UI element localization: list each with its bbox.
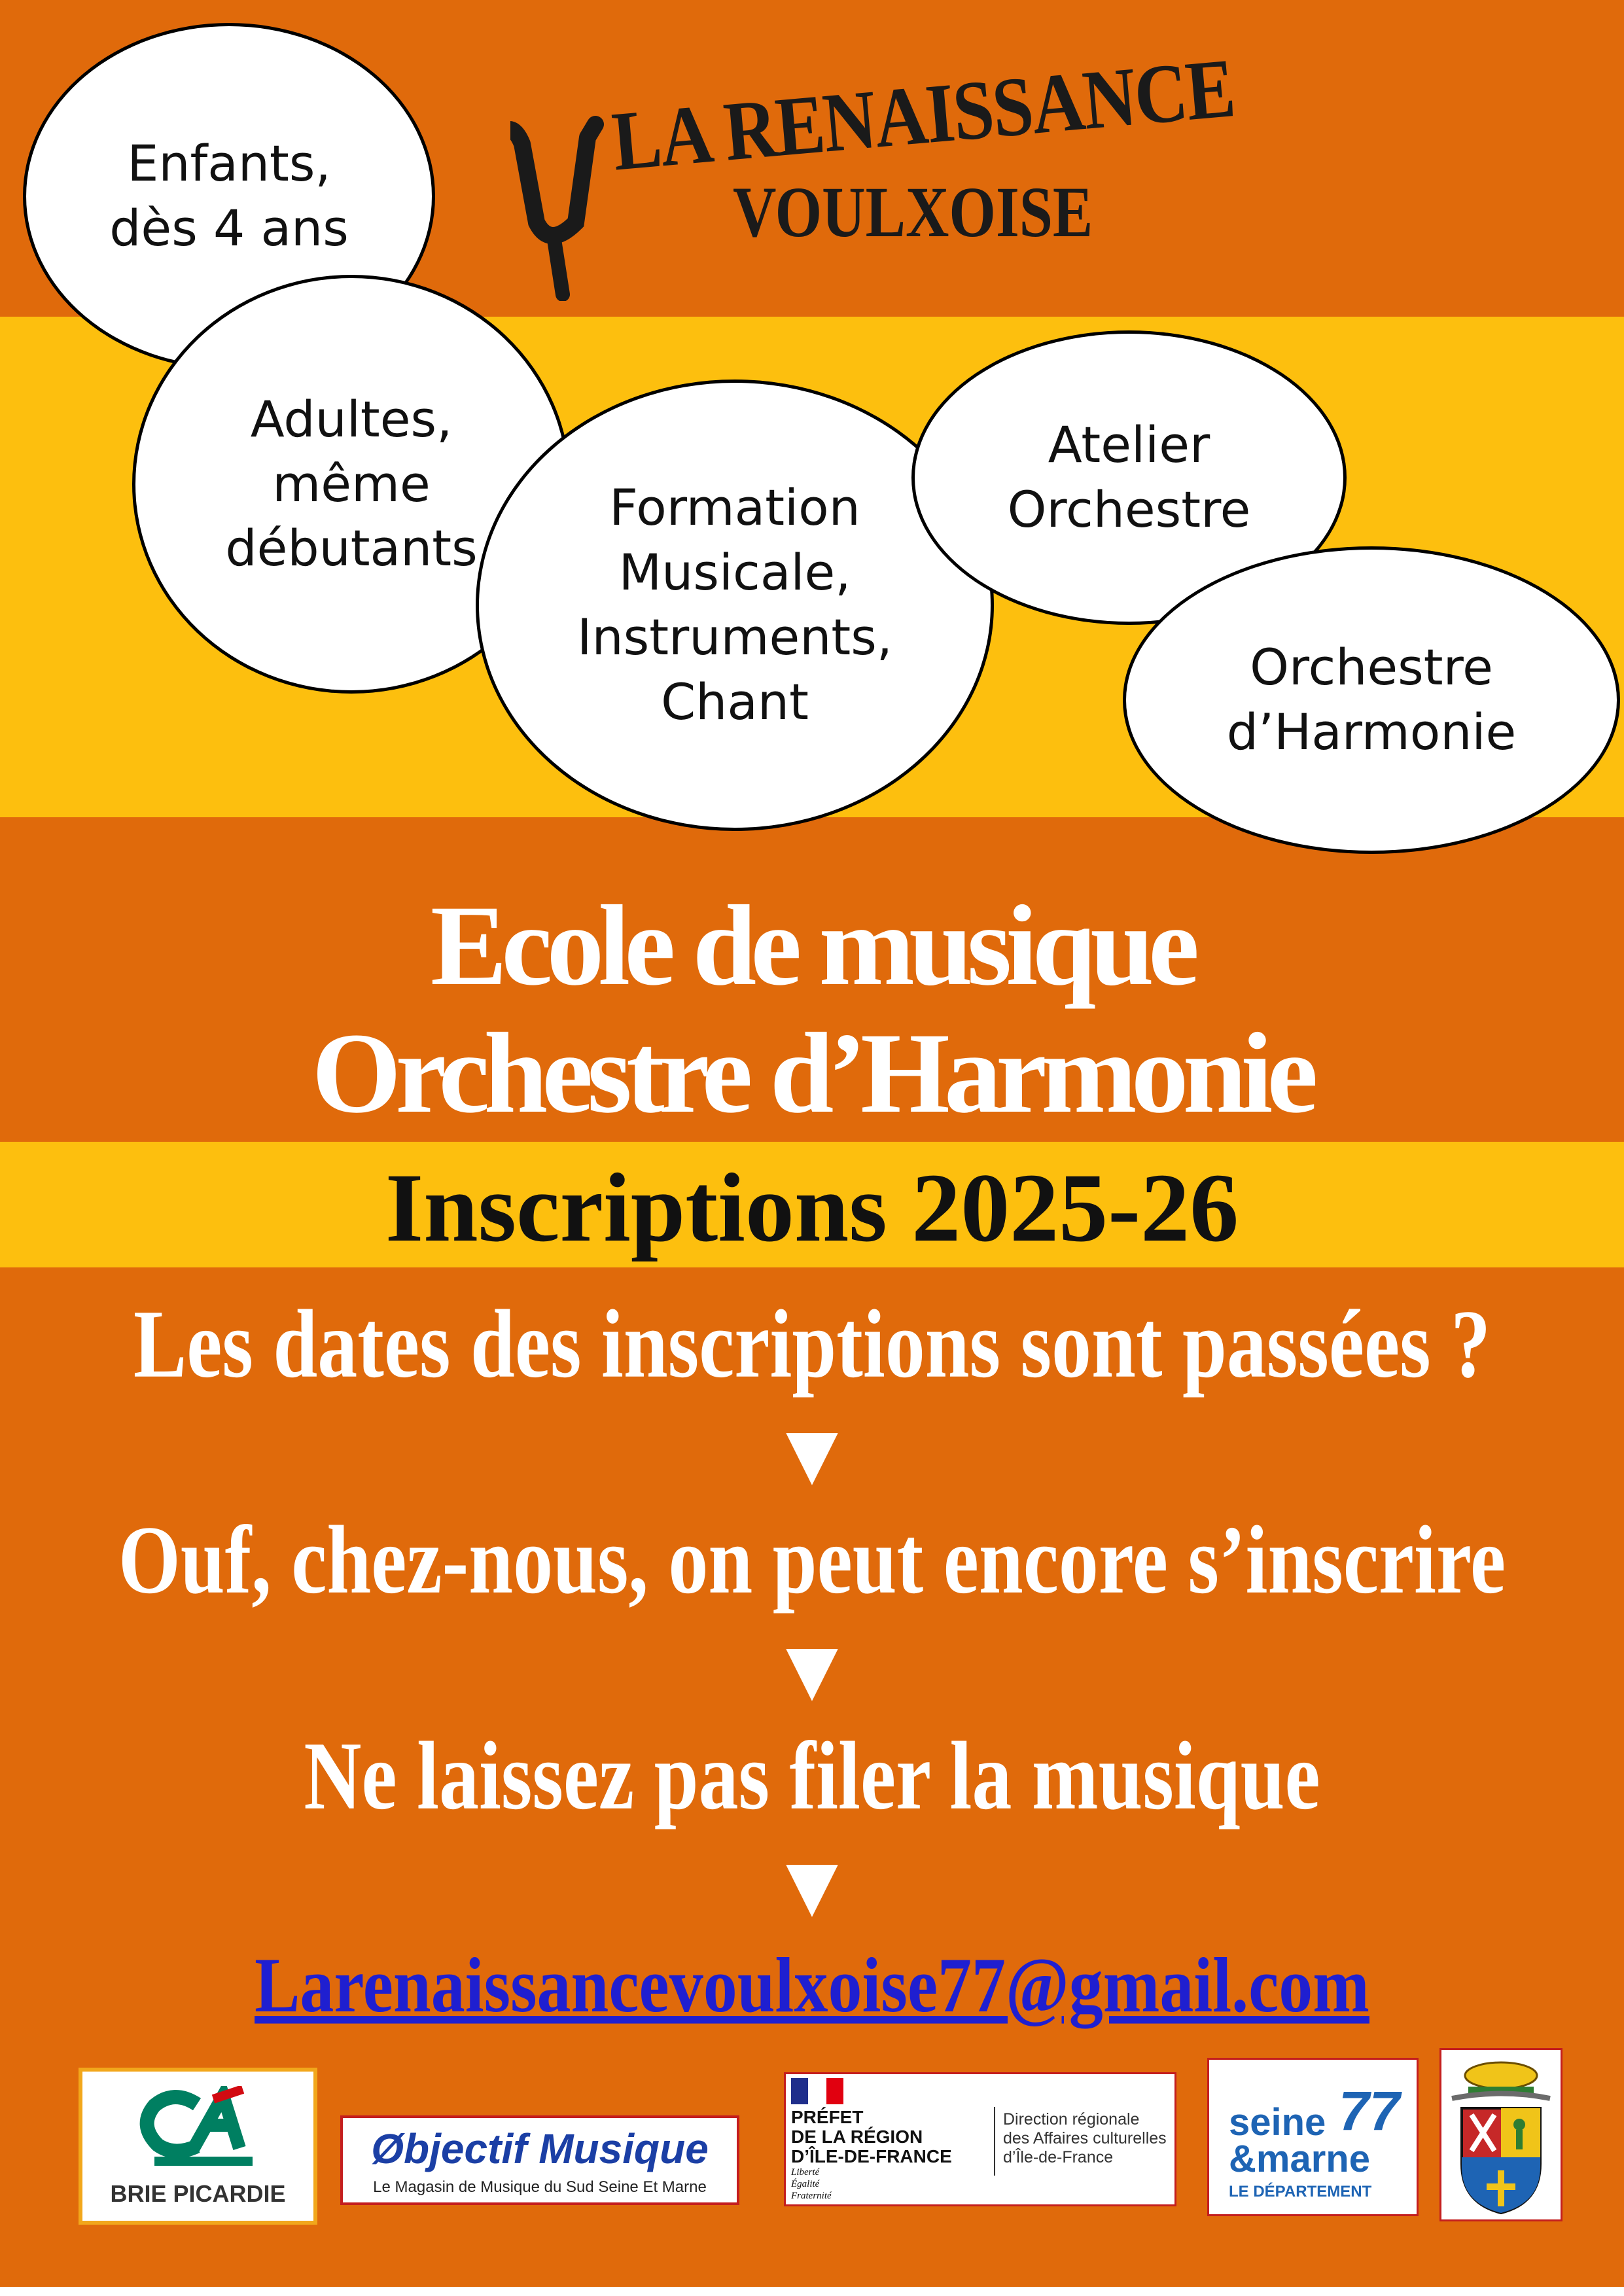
message-3 (0, 1722, 1624, 1830)
footer-line (0, 2287, 1624, 2296)
prefet-motto1: Liberté (791, 2167, 820, 2178)
seine-marne-number: 77 (1339, 2080, 1400, 2142)
bubble-adultes-text: Adultes, même débutants (225, 389, 478, 578)
prefet-line2: DE LA RÉGION (791, 2127, 923, 2147)
sponsor-seine-marne (1207, 2058, 1419, 2216)
bubble-atelier-text: Atelier Orchestre (1007, 415, 1251, 539)
bubble-enfants-text: Enfants, dès 4 ans (109, 134, 349, 257)
objectif-musique-tagline: Le Magasin de Musique du Sud Seine Et Marne (373, 2178, 707, 2196)
prefet-motto3: Fraternité (791, 2191, 832, 2201)
email-container (0, 1942, 1624, 2029)
bubble-formation-text: Formation Musicale, Instruments, Chant (577, 478, 892, 731)
email-link[interactable]: Larenaissancevoulxoise77@gmail.com (255, 1942, 1369, 2029)
prefet-right2: des Affaires culturelles (1003, 2129, 1167, 2147)
seine-marne-line2: &marne (1229, 2138, 1370, 2180)
message-2-text: Ouf, chez-nous, on peut encore s’inscrire (118, 1506, 1506, 1614)
message-1-text: Les dates des inscriptions sont passées ? (133, 1290, 1491, 1398)
message-1 (0, 1290, 1624, 1398)
title-line2: Orchestre d’Harmonie (311, 1010, 1313, 1137)
message-3-text: Ne laissez pas filer la musique (304, 1722, 1320, 1830)
prefet-divider (994, 2107, 995, 2176)
sponsor-coat-of-arms (1439, 2048, 1562, 2221)
seine-marne-line1: seine (1229, 2101, 1326, 2144)
prefet-line3: D’ÎLE-DE-FRANCE (791, 2146, 952, 2166)
prefet-line1: PRÉFET (791, 2107, 864, 2127)
bubble-orchestre (1123, 546, 1620, 854)
bubble-orchestre-text: Orchestre d’Harmonie (1226, 638, 1517, 761)
sponsor-credit-agricole (79, 2068, 317, 2225)
credit-agricole-label: BRIE PICARDIE (110, 2180, 286, 2207)
logo (510, 41, 1238, 275)
sponsor-prefet (784, 2072, 1176, 2206)
inscriptions-heading: Inscriptions 2025-26 (385, 1154, 1239, 1262)
arrow-down-icon: ▼ (786, 1845, 838, 1925)
logo-line1: LA RENAISSANCE (609, 41, 1238, 189)
seine-marne-sub: LE DÉPARTEMENT (1229, 2183, 1372, 2200)
prefet-right1: Direction régionale (1003, 2110, 1140, 2128)
credit-agricole-logo-icon (135, 2086, 266, 2171)
arrow-down-icon: ▼ (786, 1413, 838, 1493)
tuning-fork-icon (510, 111, 622, 301)
sponsor-objectif-musique (340, 2115, 739, 2205)
coat-of-arms-icon (1442, 2053, 1560, 2219)
objectif-musique-name: Øbjectif Musique (371, 2125, 709, 2172)
logo-line2: VOULXOISE (733, 171, 1093, 252)
marianne-flag-icon (791, 2078, 843, 2104)
message-2 (0, 1506, 1624, 1614)
arrow-down-icon: ▼ (786, 1629, 838, 1709)
title-line1: Ecole de musique (430, 882, 1194, 1010)
prefet-right3: d’Île-de-France (1003, 2148, 1114, 2166)
prefet-motto2: Égalité (791, 2179, 820, 2189)
